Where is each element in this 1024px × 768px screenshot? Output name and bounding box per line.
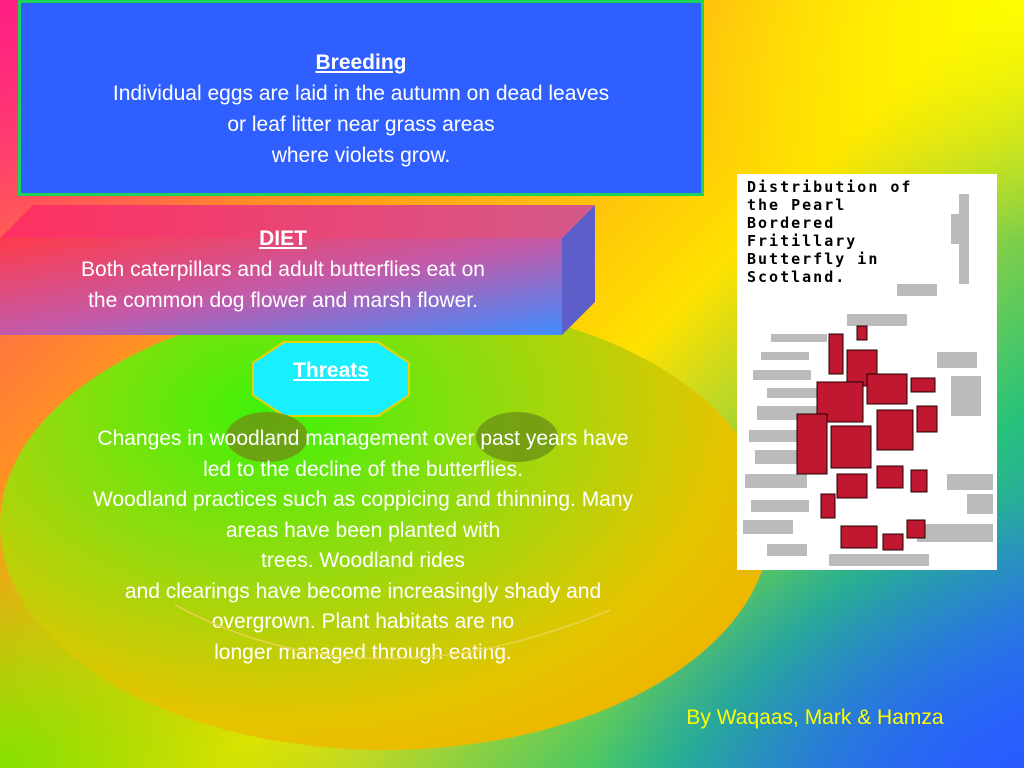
map-title-line: Bordered: [747, 214, 836, 232]
breeding-line: Individual eggs are laid in the autumn on dead leaves: [112, 82, 610, 105]
diet-line: the common dog flower and marsh flower.: [88, 289, 478, 312]
diet-title: DIET: [259, 227, 307, 250]
map-title: [747, 178, 937, 286]
credit-text: By Waqaas, Mark & Hamza: [686, 706, 944, 729]
threats-title: Threats: [293, 359, 369, 382]
diet-box: [0, 205, 595, 335]
threats-line: Woodland practices such as coppicing and thinning. Many: [92, 488, 634, 511]
threats-line: longer managed through eating.: [214, 640, 512, 664]
diet-line: Both caterpillars and adult butterflies eat on: [81, 258, 485, 281]
map-title-line: Fritillary: [747, 232, 858, 250]
decorative-curve: [170, 600, 620, 670]
map-title-line: Scotland.: [747, 268, 847, 286]
breeding-line: or leaf litter near grass areas: [227, 113, 495, 136]
threats-line: and clearings have become increasingly shady and: [124, 579, 602, 603]
map-title-line: Butterfly in: [747, 250, 880, 268]
map-title-line: Distribution of: [747, 178, 913, 196]
threats-line: trees. Woodland rides: [261, 549, 465, 572]
map-title-line: the Pearl: [747, 196, 847, 214]
breeding-line: where violets grow.: [271, 144, 451, 167]
breeding-title: Breeding: [315, 51, 407, 74]
diet-text: [0, 223, 566, 316]
threats-line: areas have been planted with: [225, 518, 501, 542]
threats-line: Changes in woodland management over past years have: [97, 427, 629, 450]
threats-line: led to the decline of the butterflies.: [203, 457, 523, 481]
distribution-map-panel: [737, 174, 997, 570]
threats-line: overgrown. Plant habitats are no: [211, 610, 515, 633]
breeding-box: [18, 0, 704, 196]
